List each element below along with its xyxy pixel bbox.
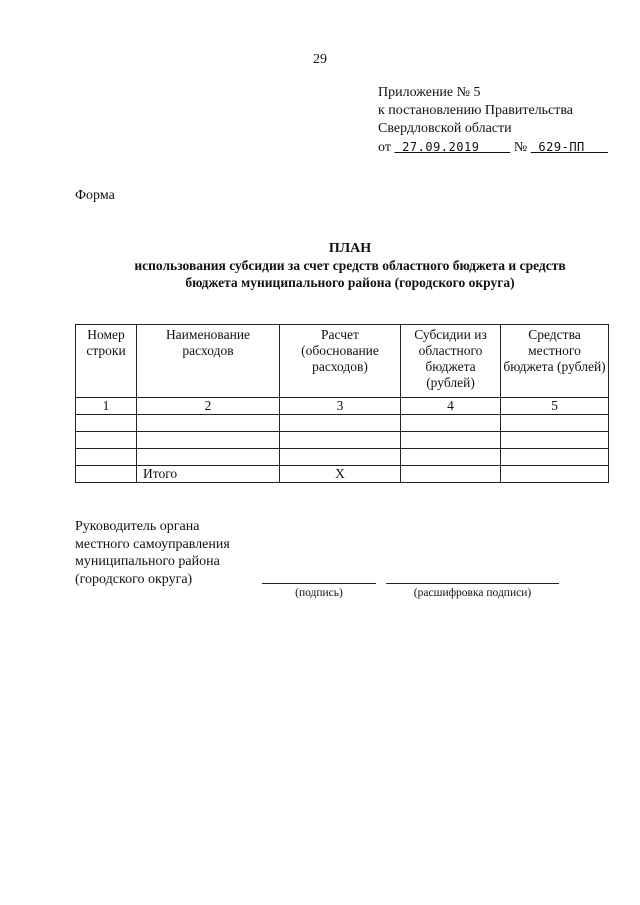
table-cell xyxy=(501,432,609,449)
table-cell xyxy=(501,415,609,432)
appendix-block xyxy=(378,84,608,157)
plan-table xyxy=(75,324,609,483)
table-cell xyxy=(401,415,501,432)
table-row xyxy=(76,415,609,432)
column-number: 1 xyxy=(76,398,137,415)
table-cell xyxy=(280,449,401,466)
column-number: 3 xyxy=(280,398,401,415)
table-cell xyxy=(401,449,501,466)
table-row xyxy=(76,432,609,449)
header-calculation: Расчет (обоснование расходов) xyxy=(280,325,401,398)
appendix-line-1: Приложение № 5 xyxy=(378,85,481,100)
table-cell xyxy=(137,432,280,449)
plan-title: ПЛАН xyxy=(328,241,372,256)
signatory-block xyxy=(75,518,230,588)
form-label: Форма xyxy=(75,188,115,203)
signature-line xyxy=(262,583,376,584)
decoding-caption: (расшифровка подписи) xyxy=(413,587,532,599)
table-cell xyxy=(137,415,280,432)
resolution-number: 629-ПП xyxy=(538,140,585,154)
plan-heading xyxy=(60,240,640,291)
column-number: 4 xyxy=(401,398,501,415)
page-number: 29 xyxy=(313,52,327,67)
header-local-funds: Средства местного бюджета (рублей) xyxy=(501,325,609,398)
signatory-line-3: муниципального района xyxy=(75,554,220,569)
table-cell xyxy=(401,466,501,483)
table-cell xyxy=(501,466,609,483)
total-label: Итого xyxy=(137,466,280,483)
table-header-row xyxy=(76,325,609,398)
plan-subtitle-line-2: бюджета муниципального района (городского округа) xyxy=(185,275,515,290)
table-cell xyxy=(280,415,401,432)
plan-subtitle-line-1: использования субсидии за счет средств областного бюджета и средств xyxy=(134,258,566,273)
table-row xyxy=(76,449,609,466)
signatory-line-1: Руководитель органа xyxy=(75,519,200,534)
table-cell xyxy=(76,432,137,449)
appendix-line-2: к постановлению Правительства xyxy=(378,103,574,118)
table-cell xyxy=(137,449,280,466)
signature-caption: (подпись) xyxy=(295,587,343,599)
table-cell xyxy=(76,415,137,432)
header-expense-name: Наименование расходов xyxy=(137,325,280,398)
resolution-date: 27.09.2019 xyxy=(402,140,480,154)
signatory-line-4: (городского округа) xyxy=(75,571,193,587)
appendix-line-3: Свердловской области xyxy=(378,121,512,136)
column-number-row xyxy=(76,398,609,415)
signature-decoding-line xyxy=(386,583,559,584)
table-cell xyxy=(401,432,501,449)
table-cell xyxy=(501,449,609,466)
table-cell xyxy=(280,432,401,449)
header-line-number: Номер строки xyxy=(76,325,137,398)
header-regional-subsidy: Субсидии из областного бюджета (рублей) xyxy=(401,325,501,398)
total-row xyxy=(76,466,609,483)
appendix-date-row xyxy=(378,138,608,157)
from-label: от xyxy=(378,140,391,155)
table-cell xyxy=(76,449,137,466)
number-label: № xyxy=(513,140,528,155)
table-cell xyxy=(76,466,137,483)
signatory-line-2: местного самоуправления xyxy=(75,536,230,552)
column-number: 5 xyxy=(501,398,609,415)
total-calc-mark: X xyxy=(280,466,401,483)
column-number: 2 xyxy=(137,398,280,415)
